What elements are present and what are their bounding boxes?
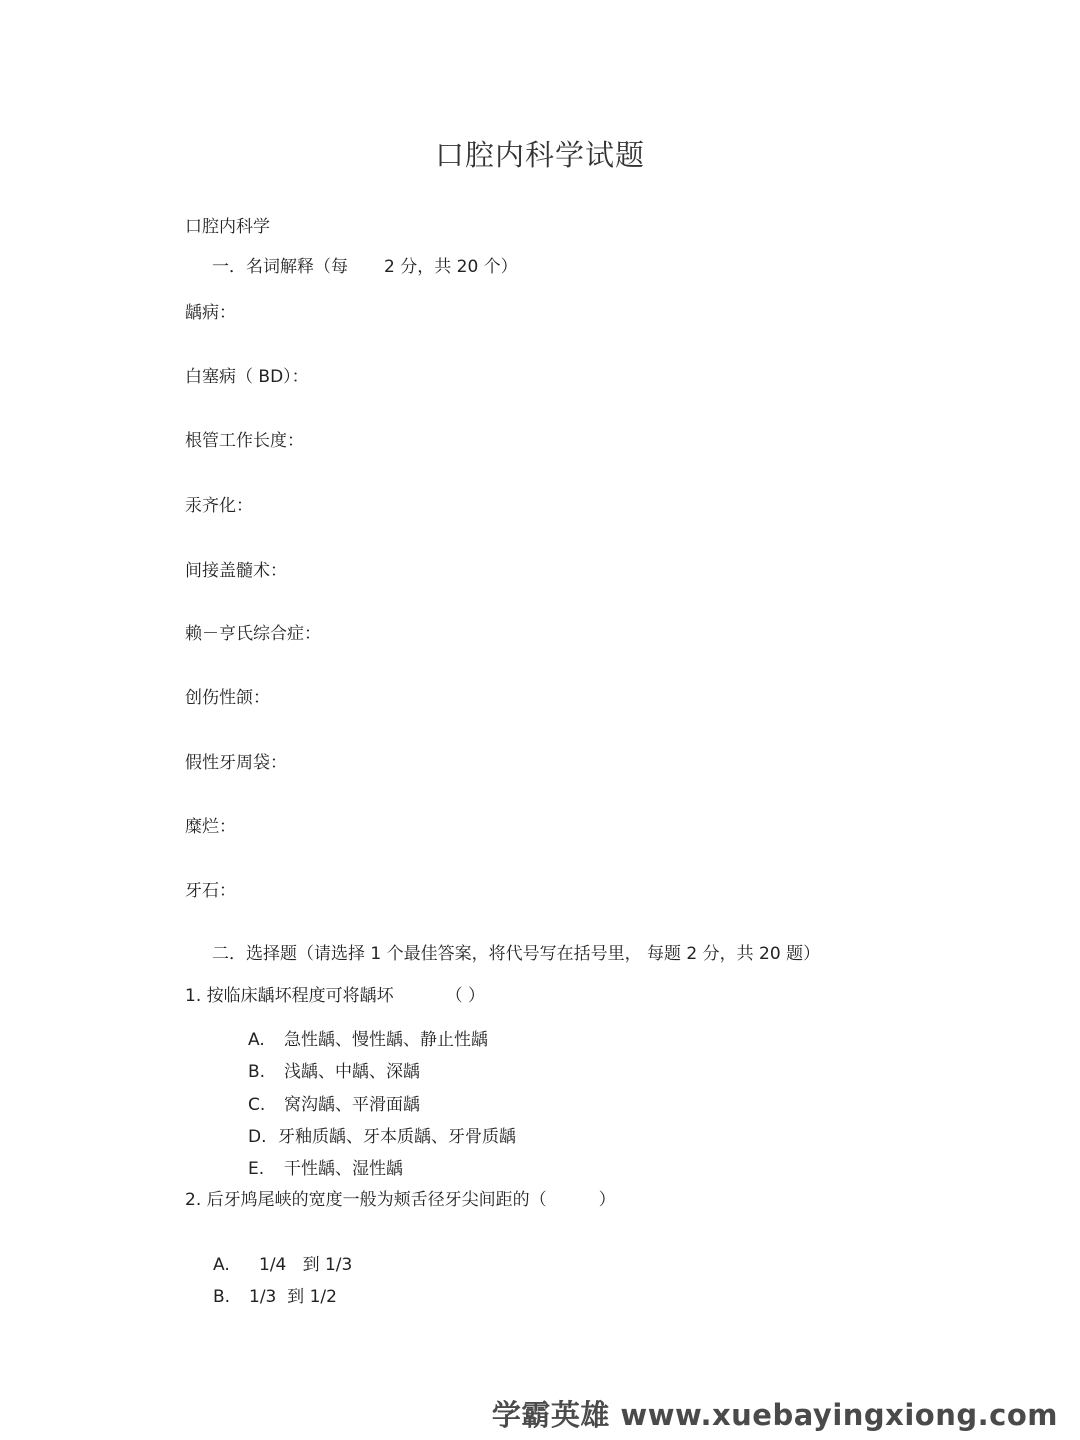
- option-label: B.: [213, 1287, 231, 1307]
- option-a: [248, 1025, 488, 1050]
- question-2: [185, 1185, 616, 1210]
- term-item: 赖－亨氏综合症：: [185, 624, 321, 644]
- term-item: 创伤性颌：: [185, 688, 270, 708]
- option-text: 急性龋、慢性龋、静止性龋: [284, 1030, 488, 1050]
- page-title: 口腔内科学试题: [434, 138, 645, 172]
- section1-heading: [212, 252, 518, 277]
- term-item: 根管工作长度：: [185, 431, 304, 451]
- section2-heading: 二．选择题（请选择 1 个最佳答案，将代号写在括号里， 每题 2 分，共 20 题）: [212, 944, 821, 964]
- term-item: 白塞病（ BD）：: [185, 367, 309, 387]
- option-b: [248, 1057, 420, 1082]
- option-label: A.: [248, 1030, 265, 1050]
- term-item: 牙石：: [185, 881, 236, 901]
- option-e: [248, 1154, 403, 1179]
- term-item: 假性牙周袋：: [185, 753, 287, 773]
- option-d: [248, 1122, 516, 1147]
- option-text: 窝沟龋、平滑面龋: [284, 1095, 420, 1115]
- term-item: 间接盖髓术：: [185, 561, 287, 581]
- option-label: E.: [248, 1159, 265, 1179]
- term-item: 汞齐化：: [185, 496, 253, 516]
- term-item: 龋病：: [185, 303, 236, 323]
- answer-paren: （ ）: [445, 986, 486, 1006]
- option-c: [248, 1090, 420, 1115]
- question-text: 2. 后牙鸠尾峡的宽度一般为颊舌径牙尖间距的（: [185, 1190, 547, 1210]
- option-label: C.: [248, 1095, 266, 1115]
- section1-heading-tail: 2 分，共 20 个）: [384, 257, 518, 277]
- term-item: 糜烂：: [185, 817, 236, 837]
- option-label: A.: [213, 1255, 230, 1275]
- option-text: 浅龋、中龋、深龋: [284, 1062, 420, 1082]
- option-text: 牙釉质龋、牙本质龋、牙骨质龋: [278, 1127, 516, 1147]
- subject-label: 口腔内科学: [185, 217, 270, 237]
- option-b: [213, 1282, 337, 1307]
- answer-paren: ）: [598, 1190, 616, 1210]
- site-watermark: 学霸英雄 www.xuebayingxiong.com: [491, 1398, 1058, 1432]
- option-text: 1/4 到 1/3: [259, 1255, 353, 1275]
- section1-heading-main: 一．名词解释（每: [212, 257, 348, 277]
- option-a: [213, 1250, 352, 1275]
- option-label: D.: [248, 1127, 267, 1147]
- question-text: 1. 按临床龋坏程度可将龋坏: [185, 986, 394, 1006]
- option-text: 1/3 到 1/2: [249, 1287, 337, 1307]
- option-label: B.: [248, 1062, 266, 1082]
- question-1: [185, 981, 485, 1006]
- option-text: 干性龋、湿性龋: [284, 1159, 403, 1179]
